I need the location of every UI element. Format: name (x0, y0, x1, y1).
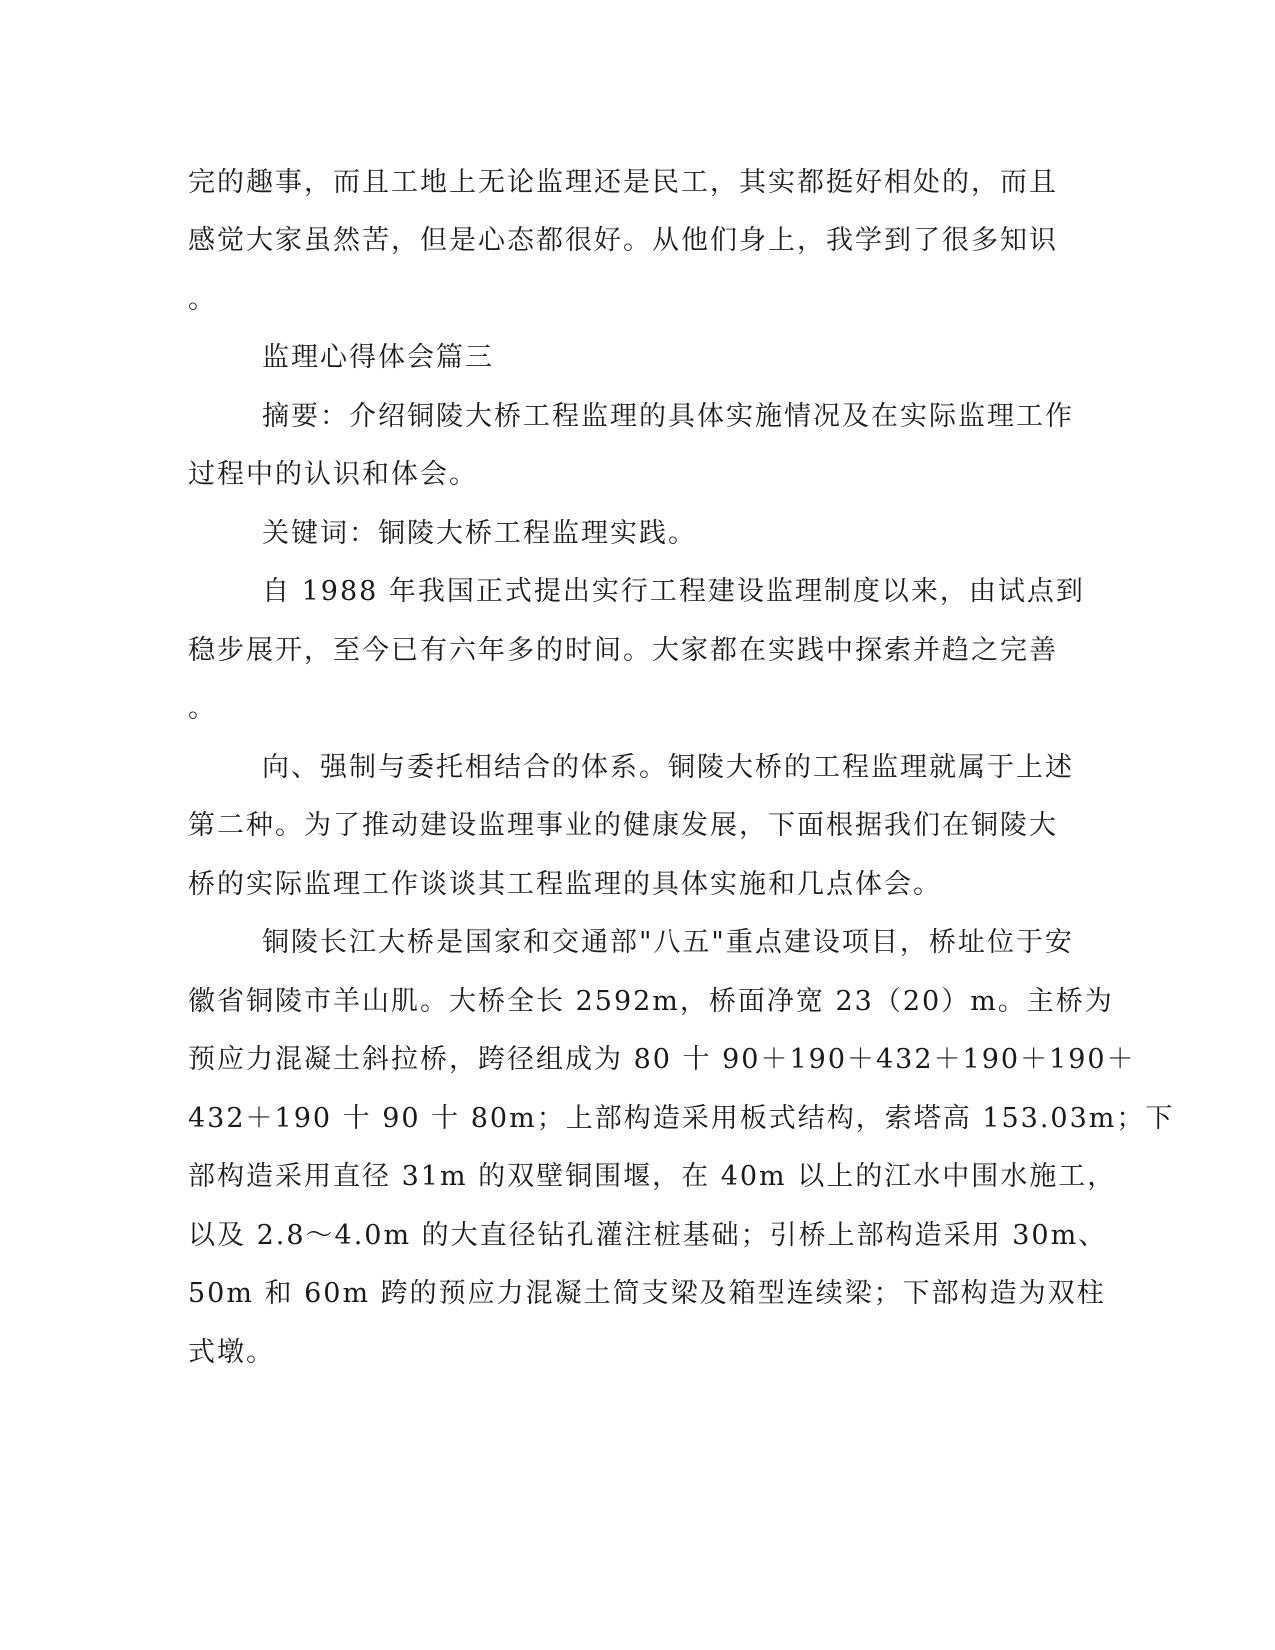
text-line: 第二种。为了推动建设监理事业的健康发展，下面根据我们在铜陵大 (188, 810, 1058, 841)
text-line: 预应力混凝土斜拉桥，跨径组成为 80 十 90＋190＋432＋190＋190＋ (188, 1044, 1136, 1075)
text-line: 铜陵长江大桥是国家和交通部"八五"重点建设项目，桥址位于安 (262, 927, 1074, 958)
text-line: 式墩。 (188, 1337, 275, 1368)
text-line: 432＋190 十 90 十 80m；上部构造采用板式结构，索塔高 153.03m；下 (188, 1103, 1175, 1134)
text-line: 向、强制与委托相结合的体系。铜陵大桥的工程监理就属于上述 (262, 752, 1074, 783)
text-line: 。 (188, 693, 217, 724)
text-line: 感觉大家虽然苦，但是心态都很好。从他们身上，我学到了很多知识 (188, 225, 1058, 256)
text-line: 自 1988 年我国正式提出实行工程建设监理制度以来，由试点到 (262, 576, 1085, 607)
text-line: 以及 2.8～4.0m 的大直径钻孔灌注桩基础；引桥上部构造采用 30m、 (188, 1220, 1108, 1251)
text-line: 桥的实际监理工作谈谈其工程监理的具体实施和几点体会。 (188, 869, 942, 900)
text-line: 部构造采用直径 31m 的双壁铜围堰，在 40m 以上的江水中围水施工， (188, 1161, 1117, 1192)
text-line: 50m 和 60m 跨的预应力混凝土简支梁及箱型连续梁；下部构造为双柱 (188, 1278, 1106, 1309)
text-line: 。 (188, 284, 217, 315)
keywords-line: 关键词：铜陵大桥工程监理实践。 (262, 518, 697, 549)
abstract-line: 过程中的认识和体会。 (188, 459, 478, 490)
section-heading: 监理心得体会篇三 (262, 342, 494, 373)
abstract-line: 摘要：介绍铜陵大桥工程监理的具体实施情况及在实际监理工作 (262, 401, 1074, 432)
text-line: 稳步展开，至今已有六年多的时间。大家都在实践中探索并趋之完善 (188, 635, 1058, 666)
text-line: 徽省铜陵市羊山肌。大桥全长 2592m，桥面净宽 23（20）m。主桥为 (188, 986, 1114, 1017)
text-line: 完的趣事，而且工地上无论监理还是民工，其实都挺好相处的，而且 (188, 167, 1058, 198)
